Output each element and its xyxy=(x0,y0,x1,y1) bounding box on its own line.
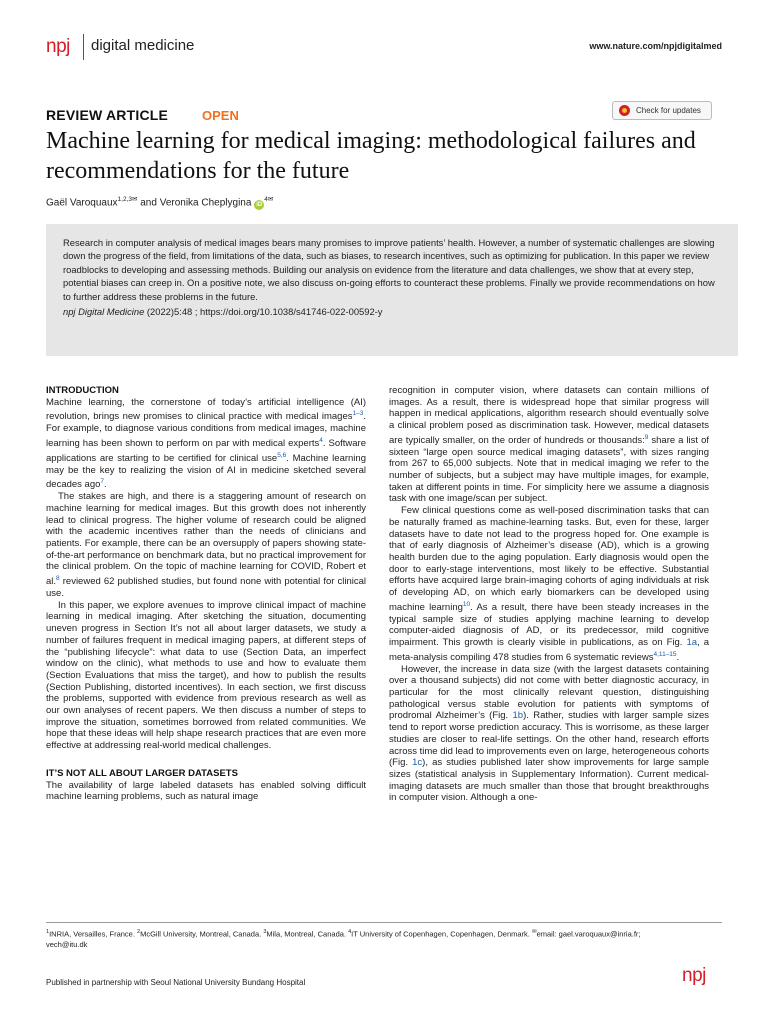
email-link[interactable]: vech@itu.dk xyxy=(46,939,88,949)
section-heading: INTRODUCTION xyxy=(46,385,119,396)
body-paragraph: However, the increase in data size (with the largest datasets containing over a thousand subjects) did not come with better diagnostic accuracy, in particular for the most clinically relevant question, distinguishing pathological versus stable evolution for patients with symptoms of prodromal Alzheimer’s (Fig. 1b). Rather, studies with larger sample sizes tend to report worse prediction accuracy. This is worrisome, as these larger studies are closer to real-life settings. On the other hand, research efforts across time did lead to improvements even on large, heterogeneous cohorts (Fig. 1c), as studies published later show improvements for large sample sizes (statistical analysis in Supplementary Information). Current medical-imaging datasets are much smaller than those that brought breakthroughs in computer vision. Although a one- xyxy=(389,663,710,804)
partnership-note: Published in partnership with Seoul National University Bundang Hospital xyxy=(46,978,306,987)
reference-link[interactable]: 5,6 xyxy=(277,451,287,459)
affiliations-footnote: $^1$INRIA, Versailles, France. $^2$McGill University, Montreal, Canada. $^3$Mila, Montreal, Canada. $^4$IT University of Copenhagen, Copenhagen, Denmark. ✉email: gael.varoquaux@inria.fr; vech@itu.dk xyxy=(46,929,641,949)
check-updates-label: Check for updates xyxy=(636,106,701,115)
reference-link[interactable]: 1–3 xyxy=(352,410,364,418)
journal-header xyxy=(46,34,722,64)
email-icon[interactable]: ✉ xyxy=(132,196,138,203)
author-separator: and xyxy=(137,197,160,209)
crossmark-icon xyxy=(619,105,630,116)
citation-line xyxy=(63,305,724,318)
check-for-updates-button[interactable] xyxy=(612,101,712,120)
npj-logo[interactable]: npj xyxy=(46,36,70,57)
body-paragraph: The stakes are high, and there is a staggering amount of research on machine learning for medical images. But this growth does not inherently lead to clinical progress. The higher volume of research could be aligned with the academic incentives rather than the needs of clinicians and patients. For example, there can be an oversupply of papers showing state-of-the-art performance on benchmark data, but no practical improvement for the clinical problem. On the topic of machine learning for COVID, Robert et al.$^8$ reviewed 62 published studies, but found none with potential for clinical use. xyxy=(46,491,366,600)
npj-footer-logo: npj xyxy=(682,965,706,986)
email-icon[interactable]: ✉ xyxy=(267,196,274,203)
body-column-right xyxy=(389,385,709,804)
author-affiliation: 1,2,3 xyxy=(117,196,132,203)
abstract-text: Research in computer analysis of medical images bears many promises to improve patients’ health. However, a number of systematic challenges are slowing down the progress of the field, from limitations of the data, such as biases, to research incentives, such as optimizing for publication. In this paper we review roadblocks to developing and assessing methods. Building our analysis on evidence from the literature and data challenges, we show that at every step, potential biases can creep in. On a positive note, we also discuss on-going efforts to counteract these problems. Finally we provide recommendations on how to further address these problems in the future. xyxy=(63,237,715,302)
reference-link[interactable]: 7 xyxy=(100,478,105,486)
article-type-label: REVIEW ARTICLE xyxy=(46,107,169,123)
section-spacer xyxy=(46,752,366,768)
reference-link[interactable]: 4,11–15 xyxy=(653,650,677,658)
journal-name[interactable]: digital medicine xyxy=(91,37,195,54)
email-link[interactable]: email: gael.varoquaux@inria.fr; xyxy=(536,929,641,939)
reference-link[interactable]: 4 xyxy=(319,436,323,444)
body-paragraph: In this paper, we explore avenues to improve clinical impact of machine learning in medical imaging. After sketching the situation, documenting uneven progress in Section It’s not all about larger datasets, we study a number of failures frequent in medical imaging papers, at different steps of the “publishing lifecycle”: what data to use (Section Data, an imperfect window on the clinic), what methods to use and how to evaluate them (Section Evaluations that miss the target), and how to publish the results (Section Publishing, distorted incentives). In each section, we first discuss the problems, supported with evidence from previous research as well as our own analyses of recent papers. We then discuss a number of steps to improve the situation, sometimes borrowed from related communities. We hope that these ideas will help shape research practices that are even more effective at addressing real-world medical challenges. xyxy=(46,599,366,752)
abstract-box xyxy=(46,224,738,356)
reference-link[interactable]: 8 xyxy=(56,575,60,583)
reference-link[interactable]: 10 xyxy=(462,600,471,608)
open-access-badge: OPEN xyxy=(202,108,239,123)
article-title: Machine learning for medical imaging: methodological failures and recommendations for the future xyxy=(46,128,696,184)
author-link[interactable]: Veronika Cheplygina xyxy=(159,197,252,209)
body-paragraph: recognition in computer vision, where datasets can contain millions of images. As a result, there is widespread hope that similar progress will happen in medical applications, algorithm research should eventually solve a clinical problem posed as discrimination task. However, medical datasets are typically smaller, on the order of hundreds or thousands:$^9$ share a list of sixteen “large open source medical imaging datasets”, with sizes ranging from 267 to 65,000 subjects. Note that in medical imaging we refer to the number of subjects, but a subject may have multiple images, for example, taken at different points in time. For simplicity here we assume a diagnosis task with one image/scan per subject. xyxy=(389,385,709,505)
body-column-left xyxy=(46,385,366,803)
body-paragraph: The availability of large labeled datasets has enabled solving difficult machine learning problems, such as natural image xyxy=(46,779,366,803)
figure-link[interactable]: 1a xyxy=(686,637,698,649)
footnote-divider xyxy=(46,922,722,923)
figure-link[interactable]: 1c xyxy=(412,757,423,769)
logo-divider xyxy=(83,34,84,60)
body-paragraph: Few clinical questions come as well-posed discrimination tasks that can be naturally framed as machine-learning tasks. But, even for these, larger datasets have to date not lead to the progress hoped for. One example is that of early diagnosis of Alzheimer’s disease (AD), which is a growing health burden due to the aging population. Early diagnosis would open the door to early-stage interventions, most likely to be effective. Substantial efforts have acquired large brain-imaging cohorts of aging individuals at risk of developing AD, on which early biomarkers can be developed using machine learning$^{10}$. As a result, there have been steady increases in the typical sample size of studies applying machine learning to develop computer-aided diagnosis of AD, or its predecessor, mild cognitive impairment. This growth is clearly visible in publications, as on Fig. 1a, a meta-analysis compiling 478 studies from 6 systematic reviews$^{4,11-15}$. xyxy=(389,505,709,663)
orcid-icon[interactable]: iD xyxy=(256,202,263,209)
author-list xyxy=(46,195,273,210)
author-link[interactable]: Gaël Varoquaux xyxy=(46,197,118,209)
body-paragraph: Machine learning, the cornerstone of today’s artificial intelligence (AI) revolution, brings new promises to clinical practice with medical images$^{1-3}$. For example, to diagnose various conditions from medical images, machine learning has been shown to perform on par with medical experts$^4$. Software applications are starting to be certified for clinical use$^{5,6}$. Machine learning may be the key to realizing the vision of AI in medicine sketched several decades ago$^7$. xyxy=(46,396,366,491)
journal-citation-name: npj Digital Medicine xyxy=(63,306,145,318)
journal-url-link[interactable]: www.nature.com/npjdigitalmed xyxy=(589,41,722,51)
email-icon: ✉ xyxy=(531,929,537,935)
author-affiliation: 4 xyxy=(264,196,268,203)
section-heading: IT’S NOT ALL ABOUT LARGER DATASETS xyxy=(46,767,238,779)
figure-link[interactable]: 1b xyxy=(512,710,524,722)
reference-link[interactable]: 9 xyxy=(644,433,649,441)
doi-link[interactable]: (2022)5:48 ; https://doi.org/10.1038/s41746-022-00592-y xyxy=(144,306,383,318)
